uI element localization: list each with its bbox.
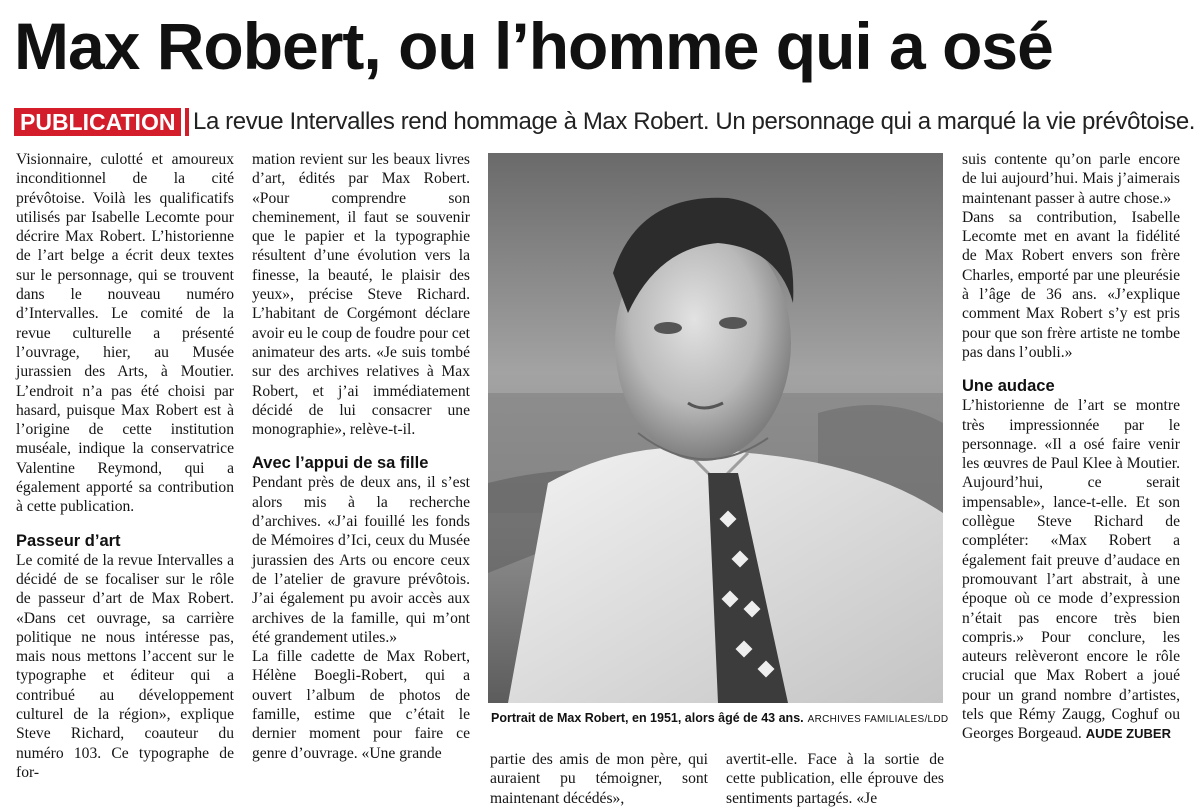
paragraph: suis contente qu’on parle encore de lui aujourd’hui. Mais j’aimerais maintenant passer à autre chose.» — [962, 151, 1180, 207]
section-kicker: PUBLICATION — [14, 108, 185, 136]
article-column-4 — [726, 750, 944, 808]
subheading-avec-lappui: Avec l’appui de sa fille — [252, 454, 429, 473]
caption-text: Portrait de Max Robert, en 1951, alors âgé de 43 ans. — [491, 711, 804, 725]
paragraph: mation revient sur les beaux livres d’art, édités par Max Robert. «Pour comprendre son cheminement, il faut se souvenir que le papier et la typographie résultent d’une évolution vers la finesse, la beauté, le plaisir des yeux», précise Steve Richard. L’habitant de Corgémont déclare avoir eu le coup de foudre pour cet animateur des arts. «Je suis tombé sur des archives relatives à Max Robert, et j’ai immédiatement décidé de lui consacrer une monographie», relève-t-il. — [252, 151, 470, 439]
author-byline: AUDE ZUBER — [1085, 726, 1171, 742]
paragraph: Visionnaire, culotté et amoureux inconditionnel de la cité prévôtoise. Voilà les qualificatifs utilisés par Isabelle Lecomte pour décrire Max Robert. L’historienne de l’art belge a écrit deux textes sur le personnage, qui se trouvent dans le nouveau numéro d’Intervalles. Le comité de la revue culturelle a présenté l’ouvrage, hier, au Musée jurassien des Arts, à Moutier. L’endroit n’a pas été choisi par hasard, puisque Max Robert est à l’origine de cette institution muséale, indique la conservatrice Valentine Reymond, qui a également apporté sa contribution à cette publication. — [16, 151, 234, 516]
article-column-3 — [490, 750, 708, 808]
paragraph: Pendant près de deux ans, il s’est alors mis à la recherche d’archives. «J’ai fouillé les fonds de Mémoires d’Ici, ceux du Musée jurassien des Arts ou encore ceux de l’atelier de gravure prévôtois. J’ai également pu avoir accès aux archives de la famille, qui m’ont été grandement utiles.» — [252, 474, 470, 646]
paragraph-final — [962, 396, 1180, 743]
paragraph: avertit-elle. Face à la sortie de cette publication, elle éprouve des sentiments partagés. «Je — [726, 751, 944, 807]
headline: Max Robert, ou l’homme qui a osé — [14, 9, 1053, 83]
article-column-1 — [16, 150, 234, 782]
paragraph: Le comité de la revue Intervalles a décidé de se focaliser sur le rôle de passeur d’art de Max Robert. «Dans cet ouvrage, sa carrière politique ne nous intéresse pas, mais nous mettons l’accent sur le typographe et éditeur qui a contribué au développement culturel de la région», explique Steve Richard, coauteur du numéro 103. Ce typographe de for- — [16, 551, 234, 781]
paragraph: Dans sa contribution, Isabelle Lecomte met en avant la fidélité de Max Robert envers son frère Charles, emporté par une pleurésie à l’âge de 36 ans. «J’explique comment Max Robert s’y est pris pour que son frère artiste ne tombe pas dans l’oubli.» — [962, 208, 1180, 361]
paragraph-text: L’historienne de l’art se montre très impressionnée par le personnage. «Il a osé faire venir les œuvres de Paul Klee à Moutier. Aujourd’hui, ce serait impensable», lance-t-elle. Et son collègue Steve Richard de compléter: «Max Robert a également fait preuve d’audace en promouvant l’art abstrait, à une époque où ce mode d’expression n’était pas encore très bien compris.» Pour conclure, les auteurs relèveront encore le rôle crucial que Max Robert a joué pour un grand nombre d’artistes, tels que Rémy Zaugg, Coghuf ou Georges Borgeaud. — [962, 397, 1180, 743]
photo-caption — [491, 710, 949, 728]
portrait-photo — [488, 153, 943, 703]
article-deck: La revue Intervalles rend hommage à Max Robert. Un personnage qui a marqué la vie prévôtoise. — [193, 108, 1196, 135]
paragraph: La fille cadette de Max Robert, Hélène Boegli-Robert, qui a ouvert l’album de photos de famille, estime que c’était le dernier moment pour faire ce genre d’ouvrage. «Une grande — [252, 648, 470, 762]
subheading-passeur-dart: Passeur d’art — [16, 531, 121, 550]
article-column-5 — [962, 150, 1180, 744]
paragraph: partie des amis de mon père, qui auraient pu témoigner, sont maintenant décédés», — [490, 751, 708, 807]
article-column-2 — [252, 150, 470, 763]
subheading-une-audace: Une audace — [962, 377, 1055, 396]
photo-credit: ARCHIVES FAMILIALES/LDD — [807, 714, 949, 725]
